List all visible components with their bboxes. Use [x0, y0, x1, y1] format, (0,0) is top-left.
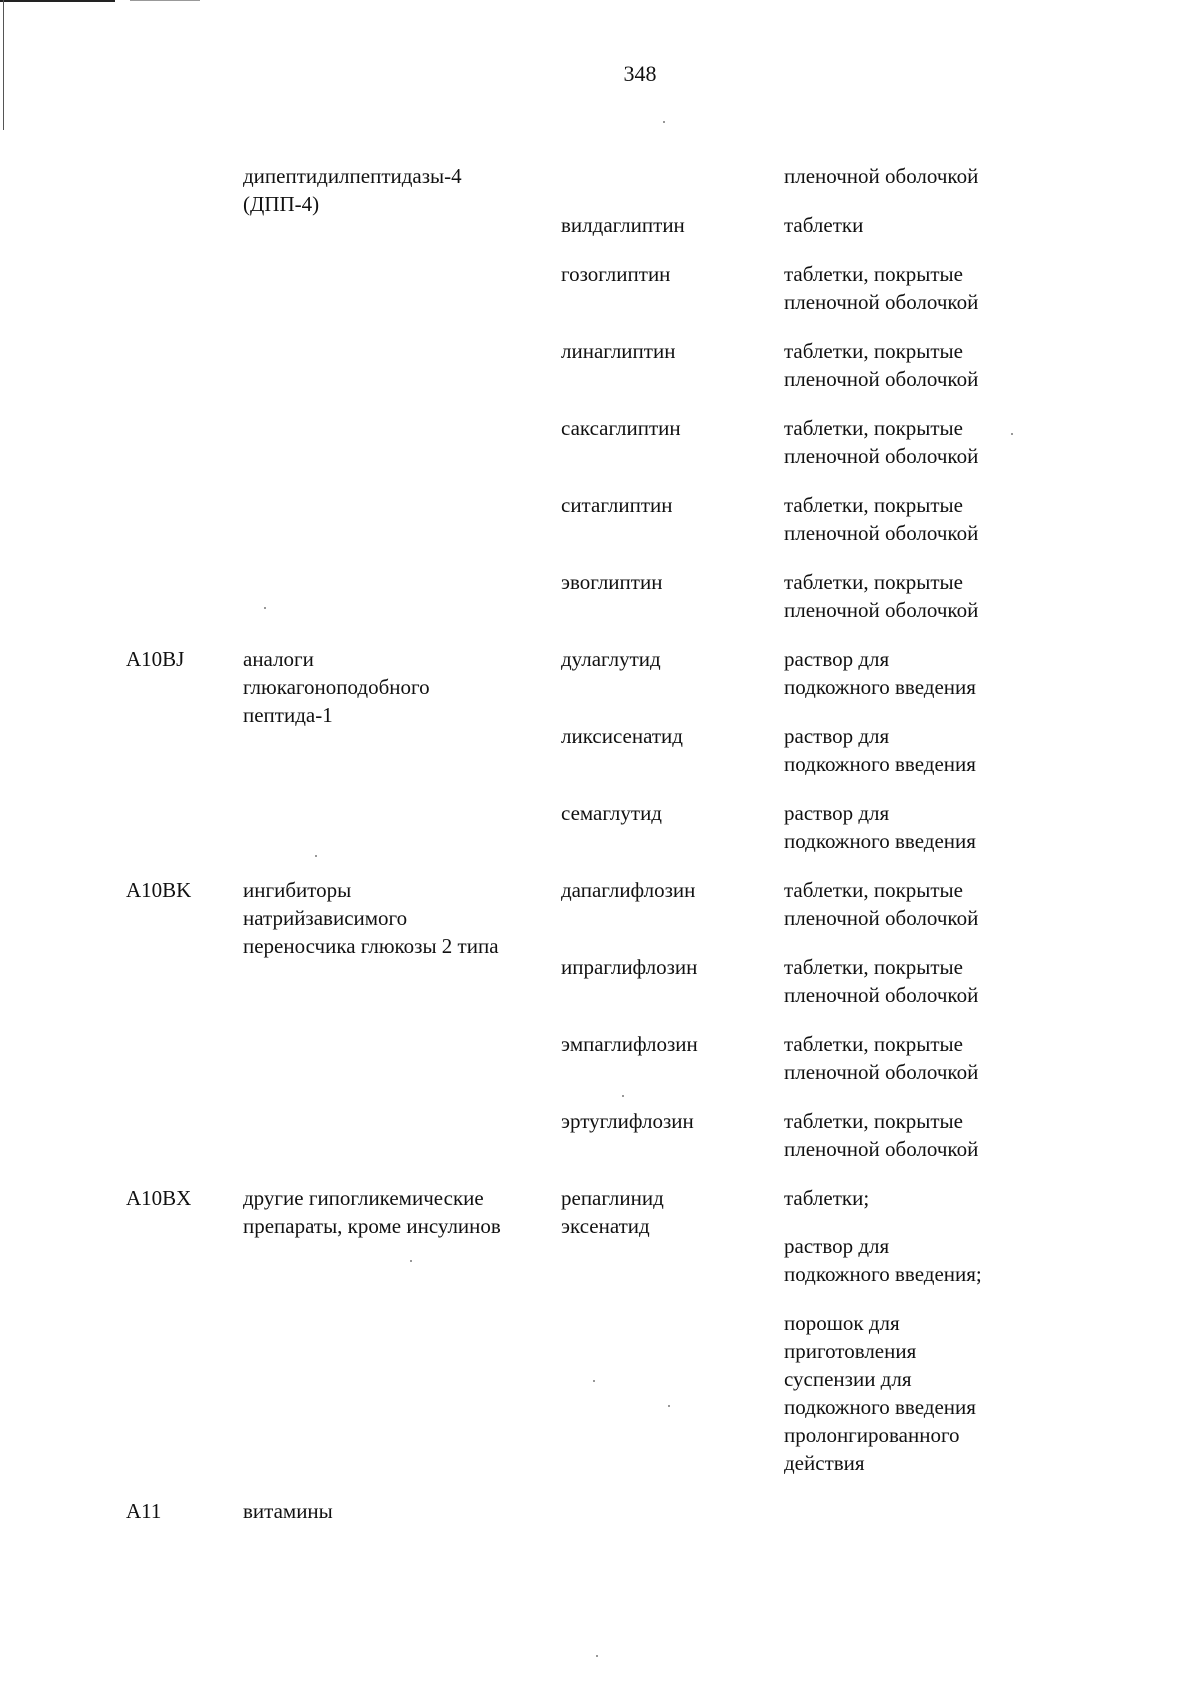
drug-name: ситаглиптин [561, 493, 673, 517]
scan-edge-line [130, 0, 200, 1]
atc-code: A10BK [126, 878, 192, 902]
group-name: дипептидилпептидазы-4 (ДПП-4) [243, 164, 462, 216]
dosage-form: таблетки, покрытые пленочной оболочкой [784, 1032, 979, 1084]
group-name: аналоги глюкагоноподобного пептида-1 [243, 647, 430, 727]
group-name: витамины [243, 1499, 333, 1523]
drug-name: эртуглифлозин [561, 1109, 694, 1133]
dosage-form: раствор для подкожного введения [784, 724, 976, 776]
scan-speck [593, 1380, 595, 1382]
dosage-form: раствор для подкожного введения [784, 801, 976, 853]
dosage-form: таблетки, покрытые пленочной оболочкой [784, 570, 979, 622]
dosage-form: таблетки, покрытые пленочной оболочкой [784, 416, 979, 468]
drug-name: ликсисенатид [561, 724, 683, 748]
drug-name: репаглинид эксенатид [561, 1186, 664, 1238]
atc-code: A10BJ [126, 647, 185, 671]
scan-speck [315, 855, 317, 857]
dosage-form: порошок для приготовления суспензии для подкожного введения пролонгированного действия [784, 1311, 976, 1475]
scan-speck [622, 1095, 624, 1097]
drug-name: эмпаглифлозин [561, 1032, 698, 1056]
drug-name: вилдаглиптин [561, 213, 685, 237]
dosage-form: таблетки, покрытые пленочной оболочкой [784, 955, 979, 1007]
drug-name: дапаглифлозин [561, 878, 696, 902]
dosage-form: раствор для подкожного введения; [784, 1234, 982, 1286]
drug-name: дулаглутид [561, 647, 661, 671]
dosage-form: раствор для подкожного введения [784, 647, 976, 699]
group-name: другие гипогликемические препараты, кроме инсулинов [243, 1186, 501, 1238]
atc-code: A10BX [126, 1186, 192, 1210]
drug-name: линаглиптин [561, 339, 676, 363]
drug-name: гозоглиптин [561, 262, 671, 286]
dosage-form: таблетки, покрытые пленочной оболочкой [784, 493, 979, 545]
group-name: ингибиторы натрийзависимого переносчика глюкозы 2 типа [243, 878, 499, 958]
dosage-form: таблетки, покрытые пленочной оболочкой [784, 339, 979, 391]
scan-speck [1011, 433, 1013, 435]
drug-name: ипраглифлозин [561, 955, 698, 979]
dosage-form: таблетки, покрытые пленочной оболочкой [784, 262, 979, 314]
dosage-form: таблетки, покрытые пленочной оболочкой [784, 878, 979, 930]
dosage-form: таблетки, покрытые пленочной оболочкой [784, 1109, 979, 1161]
scan-speck [668, 1405, 670, 1407]
scan-speck [663, 121, 665, 123]
atc-code: A11 [126, 1499, 162, 1523]
dosage-form: таблетки; [784, 1186, 870, 1210]
drug-name: эвоглиптин [561, 570, 663, 594]
dosage-form: пленочной оболочкой [784, 164, 979, 188]
dosage-form: таблетки [784, 213, 864, 237]
drug-name: семаглутид [561, 801, 662, 825]
scan-speck [264, 607, 266, 609]
page-number: 348 [623, 61, 657, 86]
scan-speck [410, 1260, 412, 1262]
scan-edge-line [0, 0, 115, 2]
drug-name: саксаглиптин [561, 416, 681, 440]
scan-speck [596, 1655, 598, 1657]
